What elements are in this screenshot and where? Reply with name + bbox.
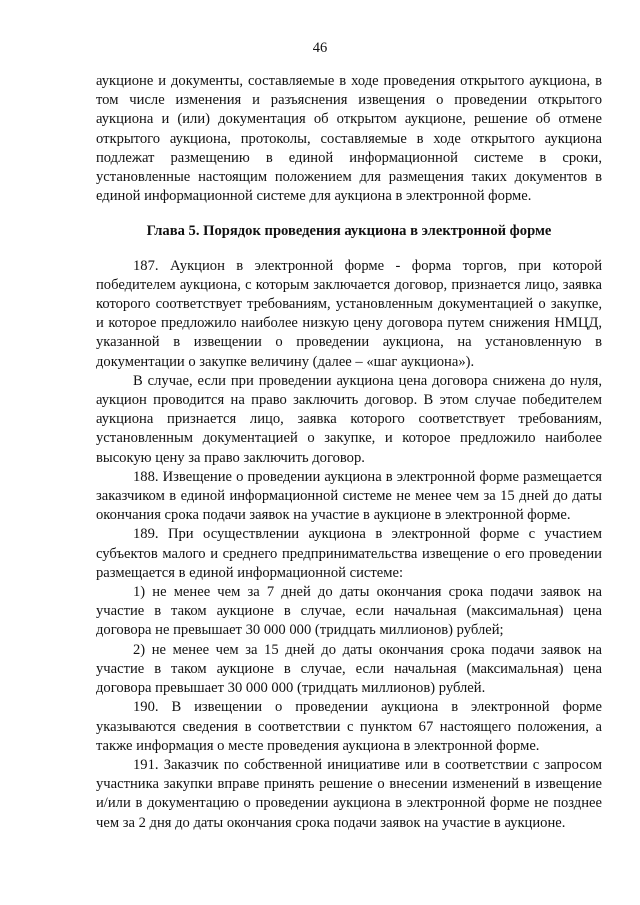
paragraph-187: 187. Аукцион в электронной форме - форма торгов, при которой победителем аукциона, с которым заключается договор, признается лицо, заявка которого соответствует требованиям, установленным документацией о закупке, и которое предложило наиболее низкую цену договора путем снижения НМЦД, указанной в извещении о проведении аукциона, на установленную в документации о закупке величину (далее – «шаг аукциона»). xyxy=(96,257,602,370)
paragraph-189: 189. При осуществлении аукциона в электронной форме с участием субъектов малого и среднего предпринимательства извещение о его проведении размещается в единой информационной системе: xyxy=(96,526,602,581)
chapter-heading: Глава 5. Порядок проведения аукциона в электронной форме xyxy=(146,223,552,240)
paragraph-189-item-1: 1) не менее чем за 7 дней до даты окончания срока подачи заявок на участие в таком аукционе в случае, если начальная (максимальная) цена договора не превышает 30 000 000 (тридцать миллионов) рублей; xyxy=(96,584,602,639)
paragraph-187-zero-price: В случае, если при проведении аукциона цена договора снижена до нуля, аукцион проводится на право заключить договор. В этом случае победителем аукциона признается лицо, заявка которого соответствует требованиям, установленным документацией о закупке, и которое предложило наиболее высокую цену за право заключить договор. xyxy=(96,372,602,466)
paragraph-190: 190. В извещении о проведении аукциона в электронной форме указываются сведения в соответствии с пунктом 67 настоящего положения, а также информация о месте проведения аукциона в электронной форме. xyxy=(96,699,602,754)
page-content xyxy=(96,72,602,833)
paragraph-189-item-2: 2) не менее чем за 15 дней до даты окончания срока подачи заявок на участие в таком аукционе в случае, если начальная (максимальная) цена договора превышает 30 000 000 (тридцать миллионов) рублей. xyxy=(96,641,602,697)
page-number: 46 xyxy=(312,40,328,56)
paragraph-191: 191. Заказчик по собственной инициативе или в соответствии с запросом участника закупки вправе принять решение о внесении изменений в извещение и/или в документацию о проведении аукциона в электронной форме не позднее чем за 2 дня до даты окончания срока подачи заявок на участие в аукционе. xyxy=(96,756,602,831)
paragraph-continued: аукционе и документы, составляемые в ходе проведения открытого аукциона, в том числе изменения и разъяснения извещения о проведении открытого аукциона и (или) документация об открытом аукционе, решение об отмене открытого аукциона, протоколы, составляемые в ходе открытого аукциона подлежат размещению в единой информационной системе в сроки, установленные настоящим положением для размещения таких документов в единой информационной системе для аукциона в электронной форме. xyxy=(96,73,602,205)
paragraph-188: 188. Извещение о проведении аукциона в электронной форме размещается заказчиком в единой информационной системе не менее чем за 15 дней до даты окончания срока подачи заявок на участие в аукционе в электронной форме. xyxy=(96,468,602,524)
